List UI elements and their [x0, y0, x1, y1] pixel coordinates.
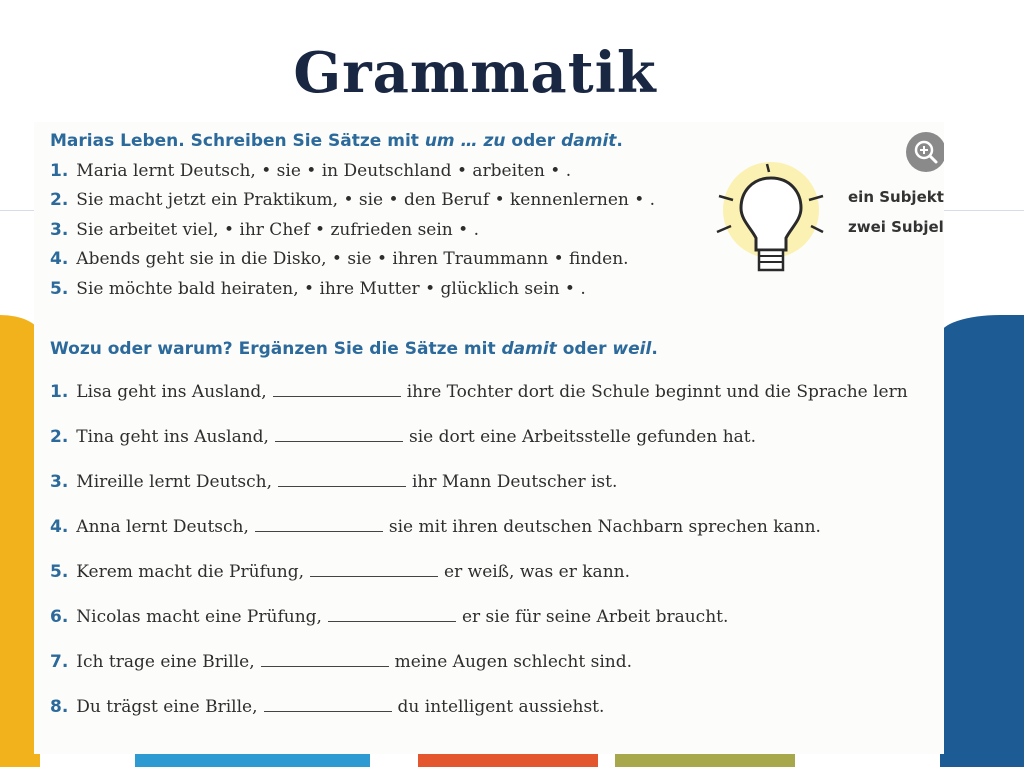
exercise2-item: 5. Kerem macht die Prüfung, er weiß, was er kann.: [50, 562, 630, 582]
bottom-strip-blue: [135, 752, 370, 767]
exercise1-item: 2. Sie macht jetzt ein Praktikum, • sie • den Beruf • kennenlernen • .: [50, 190, 656, 210]
lightbulb-icon: [709, 160, 829, 285]
answer-blank[interactable]: [273, 382, 401, 397]
exercise2-item: 3. Mireille lernt Deutsch, ihr Mann Deutscher ist.: [50, 472, 618, 492]
exercise1-item: 5. Sie möchte bald heiraten, • ihre Mutter • glücklich sein • .: [50, 279, 586, 299]
bottom-strip-olive: [615, 752, 795, 767]
answer-blank[interactable]: [310, 562, 438, 577]
exercise1-item: 1. Maria lernt Deutsch, • sie • in Deutschland • arbeiten • .: [50, 161, 572, 181]
answer-blank[interactable]: [328, 607, 456, 622]
answer-blank[interactable]: [278, 472, 406, 487]
exercise1-item: 4. Abends geht sie in die Disko, • sie • ihren Traummann • finden.: [50, 249, 629, 269]
slide-title: Grammatik: [293, 40, 657, 106]
answer-blank[interactable]: [264, 697, 392, 712]
right-accent-bar: [940, 315, 1024, 767]
exercise2-item: 7. Ich trage eine Brille, meine Augen schlecht sind.: [50, 652, 632, 672]
answer-blank[interactable]: [261, 652, 389, 667]
answer-blank[interactable]: [275, 427, 403, 442]
exercise2-item: 4. Anna lernt Deutsch, sie mit ihren deutschen Nachbarn sprechen kann.: [50, 517, 821, 537]
bottom-strip-red: [418, 752, 598, 767]
answer-blank[interactable]: [255, 517, 383, 532]
section1-heading: Marias Leben. Schreiben Sie Sätze mit um … zu oder damit.: [50, 131, 623, 151]
side-note-1: ein Subjekt: [848, 188, 944, 206]
exercise2-item: 1. Lisa geht ins Ausland, ihre Tochter dort die Schule beginnt und die Sprache lern: [50, 382, 908, 402]
section2-heading: Wozu oder warum? Ergänzen Sie die Sätze mit damit oder weil.: [50, 339, 658, 359]
worksheet-image: [34, 122, 944, 754]
side-note-2: zwei Subjel: [848, 218, 944, 236]
exercise2-item: 8. Du trägst eine Brille, du intelligent aussiehst.: [50, 697, 605, 717]
exercise1-item: 3. Sie arbeitet viel, • ihr Chef • zufrieden sein • .: [50, 220, 479, 240]
zoom-in-icon[interactable]: [906, 132, 944, 172]
exercise2-item: 2. Tina geht ins Ausland, sie dort eine Arbeitsstelle gefunden hat.: [50, 427, 757, 447]
exercise2-item: 6. Nicolas macht eine Prüfung, er sie für seine Arbeit braucht.: [50, 607, 729, 627]
